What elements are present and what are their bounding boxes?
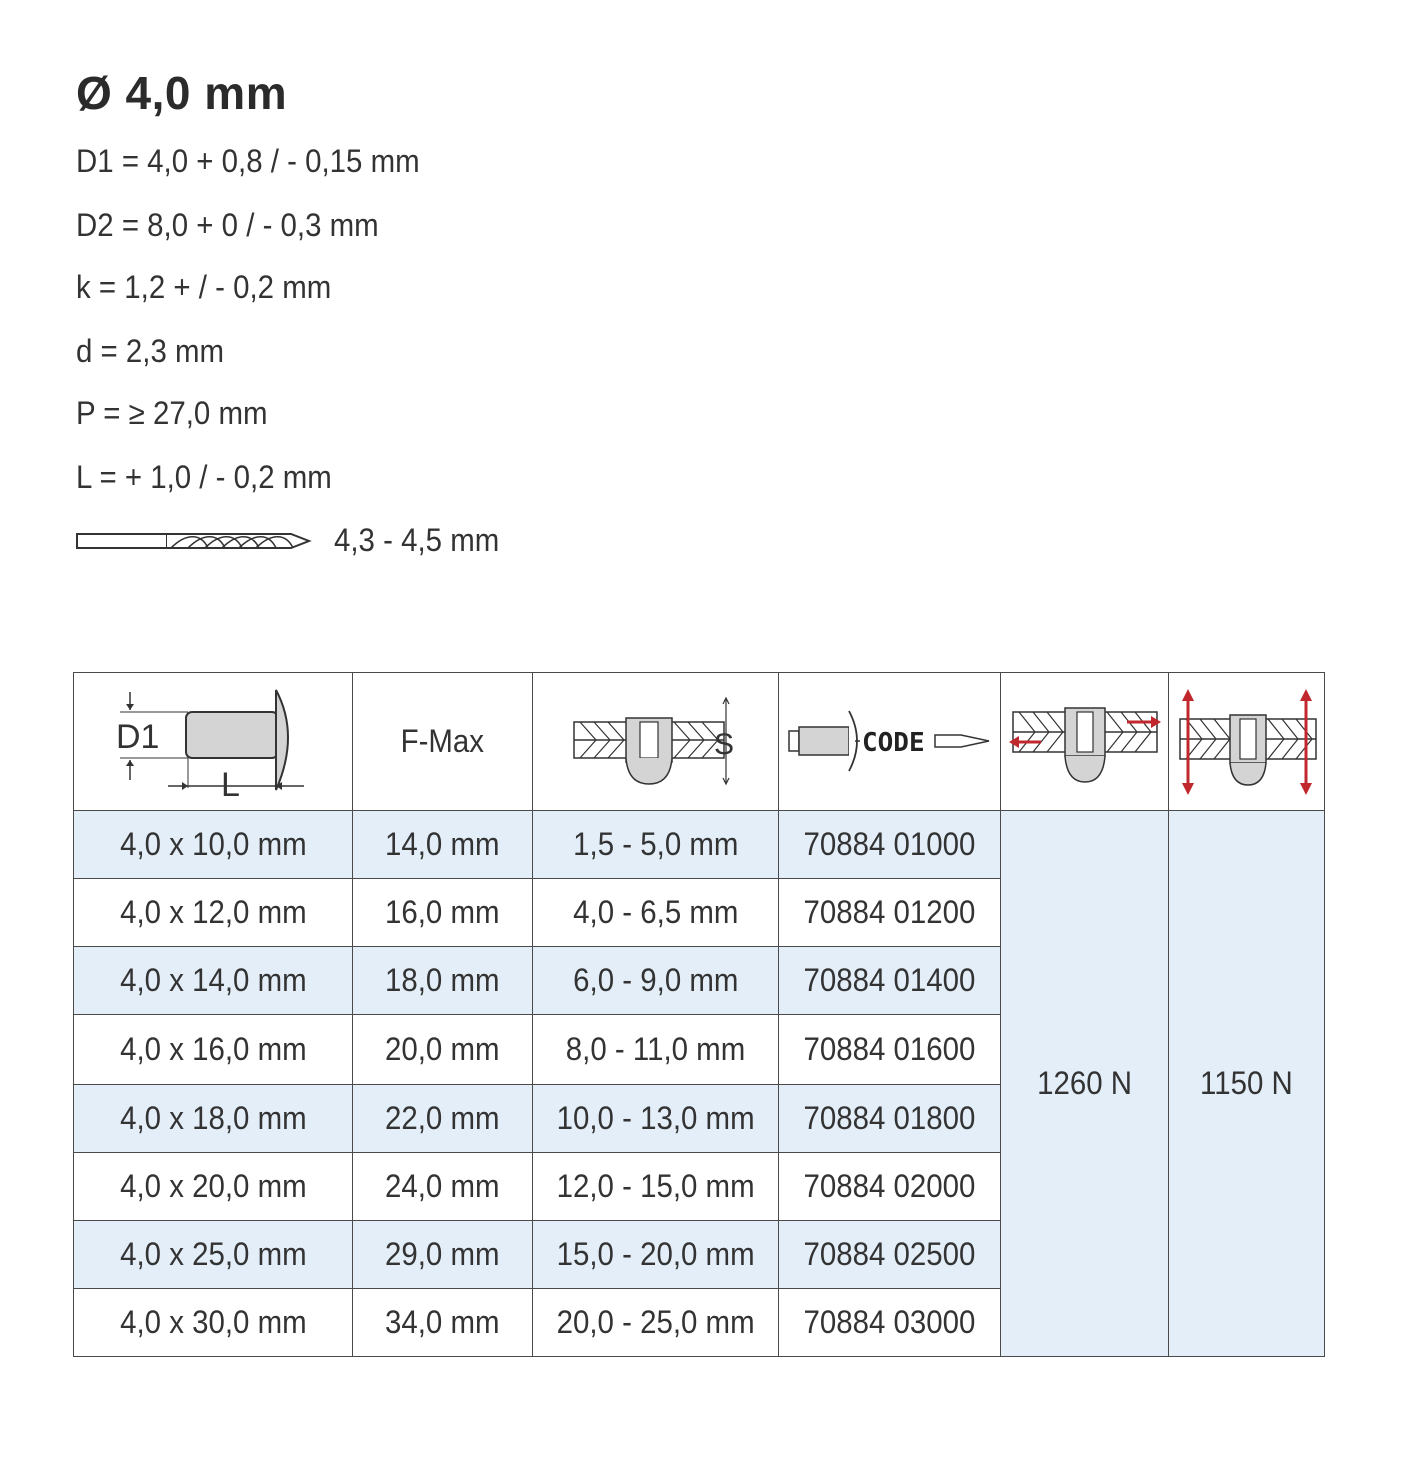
rivet-dimensions-icon [108, 682, 318, 802]
code-cell: 70884 03000 [779, 1289, 1001, 1357]
size-cell: 4,0 x 20,0 mm [74, 1153, 353, 1221]
table-header-row [74, 673, 1325, 811]
fmax-cell: 22,0 mm [353, 1085, 533, 1153]
spec-l: L = + 1,0 / - 0,2 mm [76, 459, 332, 495]
grip-range-cell: 20,0 - 25,0 mm [533, 1289, 779, 1357]
grip-range-cell: 15,0 - 20,0 mm [533, 1221, 779, 1289]
code-cell: 70884 01200 [779, 879, 1001, 947]
size-cell: 4,0 x 18,0 mm [74, 1085, 353, 1153]
spec-p: P = ≥ 27,0 mm [76, 395, 268, 431]
header-tensile-strength [1169, 673, 1325, 811]
spec-d: d = 2,3 mm [76, 333, 225, 369]
code-cell: 70884 01800 [779, 1085, 1001, 1153]
shear-strength-cell: 1260 N [1001, 811, 1169, 1357]
table-row [74, 811, 1325, 879]
size-cell: 4,0 x 10,0 mm [74, 811, 353, 879]
page-title: Ø 4,0 mm [76, 67, 288, 119]
code-cell: 70884 01600 [779, 1015, 1001, 1085]
fmax-cell: 14,0 mm [353, 811, 533, 879]
spec-d1: D1 = 4,0 + 0,8 / - 0,15 mm [76, 143, 420, 179]
header-grip-range [533, 673, 779, 811]
code-cell: 70884 02000 [779, 1153, 1001, 1221]
l-label: L [221, 765, 240, 802]
spec-d2: D2 = 8,0 + 0 / - 0,3 mm [76, 207, 379, 243]
drill-size-text: 4,3 - 4,5 mm [334, 522, 500, 558]
shear-strength-icon [1007, 692, 1163, 792]
code-label: CODE [861, 727, 925, 758]
tensile-strength-icon [1174, 687, 1320, 797]
header-rivet-dimensions [74, 673, 353, 811]
size-cell: 4,0 x 14,0 mm [74, 947, 353, 1015]
drill-size-row [76, 522, 514, 559]
grip-range-cell: 8,0 - 11,0 mm [533, 1015, 779, 1085]
fmax-cell: 34,0 mm [353, 1289, 533, 1357]
header-shear-strength [1001, 673, 1169, 811]
fmax-cell: 29,0 mm [353, 1221, 533, 1289]
fmax-cell: 16,0 mm [353, 879, 533, 947]
fmax-cell: 20,0 mm [353, 1015, 533, 1085]
header-code [779, 673, 1001, 811]
code-cell: 70884 01400 [779, 947, 1001, 1015]
rivet-spec-table [73, 672, 1325, 1357]
spec-k: k = 1,2 + / - 0,2 mm [76, 269, 332, 305]
tensile-strength-cell: 1150 N [1169, 811, 1325, 1357]
table-body [74, 811, 1325, 1357]
grip-range-cell: 1,5 - 5,0 mm [533, 811, 779, 879]
code-cell: 70884 02500 [779, 1221, 1001, 1289]
grip-range-icon [566, 692, 746, 792]
grip-range-cell: 4,0 - 6,5 mm [533, 879, 779, 947]
code-cell: 70884 01000 [779, 811, 1001, 879]
header-fmax: F-Max [353, 673, 533, 811]
grip-range-cell: 10,0 - 13,0 mm [533, 1085, 779, 1153]
size-cell: 4,0 x 12,0 mm [74, 879, 353, 947]
size-cell: 4,0 x 30,0 mm [74, 1289, 353, 1357]
grip-range-cell: 6,0 - 9,0 mm [533, 947, 779, 1015]
size-cell: 4,0 x 25,0 mm [74, 1221, 353, 1289]
fmax-cell: 18,0 mm [353, 947, 533, 1015]
s-label: S [713, 727, 734, 761]
size-cell: 4,0 x 16,0 mm [74, 1015, 353, 1085]
fmax-cell: 24,0 mm [353, 1153, 533, 1221]
rivet-code-icon [785, 707, 995, 777]
grip-range-cell: 12,0 - 15,0 mm [533, 1153, 779, 1221]
d1-label: D1 [116, 717, 160, 756]
drill-bit-icon [76, 529, 312, 553]
